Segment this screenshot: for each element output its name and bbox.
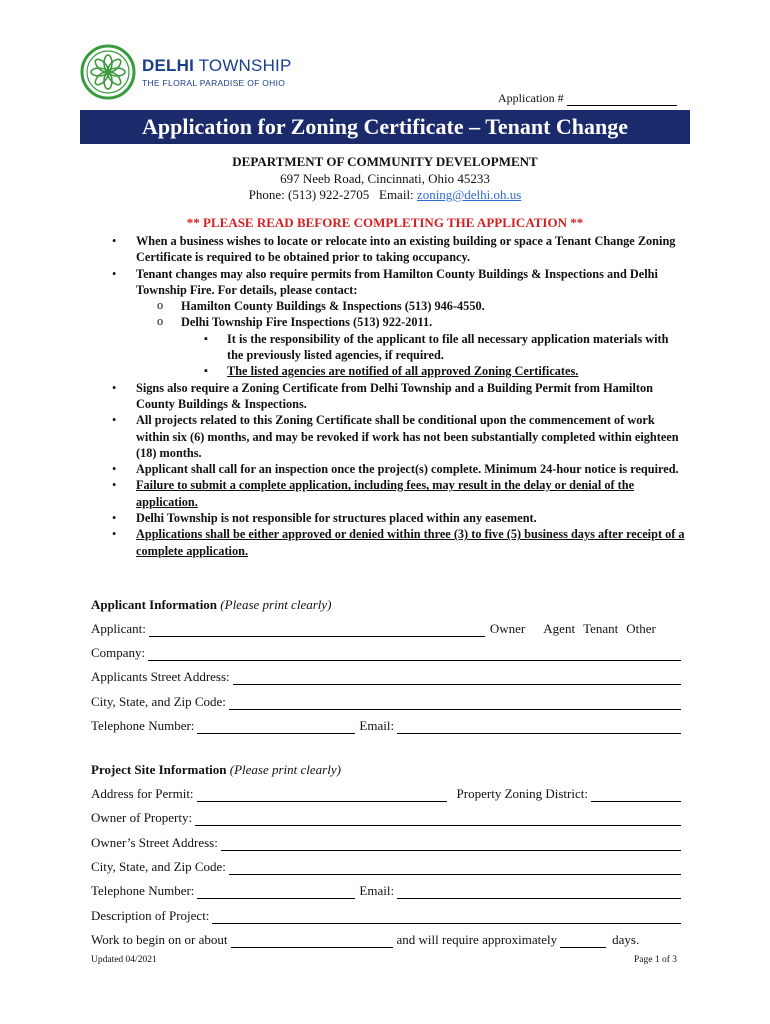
site-email-field[interactable] xyxy=(397,886,681,899)
application-number-field[interactable]: Application # xyxy=(498,91,677,106)
owner-street-row: Owner’s Street Address: xyxy=(91,835,681,851)
owner-street-field[interactable] xyxy=(221,838,681,851)
site-address-row: Address for Permit: Property Zoning District: xyxy=(91,786,681,802)
company-row: Company: xyxy=(91,645,681,661)
list-item: • Signs also require a Zoning Certificate from Delhi Township and a Building Permit from Hamilton County Buildings & Inspections. xyxy=(110,380,685,413)
site-contact-row: Telephone Number: Email: xyxy=(91,883,681,899)
property-owner-field[interactable] xyxy=(195,813,681,826)
list-item: • When a business wishes to locate or relocate into an existing building or space a Tenant Change Zoning Certificate is required to be obtained prior to taking occupancy. xyxy=(110,233,685,266)
company-field[interactable] xyxy=(148,648,681,661)
department-address: 697 Neeb Road, Cincinnati, Ohio 45233 xyxy=(280,170,490,186)
page-title: Application for Zoning Certificate – Tenant Change xyxy=(80,110,690,144)
township-logo xyxy=(80,44,292,100)
updated-date: Updated 04/2021 xyxy=(91,955,157,965)
description-row: Description of Project: xyxy=(91,908,681,924)
logo-tagline: THE FLORAL PARADISE OF OHIO xyxy=(142,78,286,88)
applicant-name-field[interactable] xyxy=(149,624,485,637)
department-contact: Phone: (513) 922-2705 Email: zoning@delhi.oh.us xyxy=(248,187,522,202)
department-name: DEPARTMENT OF COMMUNITY DEVELOPMENT xyxy=(232,154,538,169)
work-start-row: Work to begin on or about and will require approximately days. xyxy=(91,932,640,947)
list-item: ▪ The listed agencies are notified of all approved Zoning Certificates. xyxy=(110,363,685,379)
applicant-email-field[interactable] xyxy=(397,721,681,734)
site-city-row: City, State, and Zip Code: xyxy=(91,859,681,875)
project-description-field[interactable] xyxy=(212,911,681,924)
applicant-city-row: City, State, and Zip Code: xyxy=(91,694,681,710)
list-item: • Applicant shall call for an inspection once the project(s) complete. Minimum 24-hour notice is required. xyxy=(110,461,685,477)
applicant-heading: Applicant Information (Please print clearly) xyxy=(91,597,332,612)
list-item: • Failure to submit a complete application, including fees, may result in the delay or denial of the application. xyxy=(110,477,685,510)
zoning-district-field[interactable] xyxy=(591,789,681,802)
applicant-phone-field[interactable] xyxy=(197,721,355,734)
logo-name: DELHI TOWNSHIP xyxy=(142,56,292,75)
list-item: o Delhi Township Fire Inspections (513) 922-2011. xyxy=(110,314,685,330)
role-tenant[interactable]: Tenant xyxy=(583,621,619,636)
applicant-street-row: Applicants Street Address: xyxy=(91,669,681,685)
list-item: • All projects related to this Zoning Certificate shall be conditional upon the commencement of work within six (6) months, and may be revoked if work has not been substantially completed within eighteen (18) months. xyxy=(110,412,685,461)
page-number: Page 1 of 3 xyxy=(634,955,678,965)
applicant-city-field[interactable] xyxy=(229,697,681,710)
owner-row: Owner of Property: xyxy=(91,810,681,826)
list-item: o Hamilton County Buildings & Inspections (513) 946-4550. xyxy=(110,298,685,314)
role-owner[interactable]: Owner xyxy=(489,621,526,636)
list-item: • Applications shall be either approved or denied within three (3) to five (5) business days after receipt of a complete application. xyxy=(110,526,685,559)
flower-seal-icon xyxy=(80,44,136,100)
work-start-date-field[interactable] xyxy=(231,935,393,948)
site-city-field[interactable] xyxy=(229,862,681,875)
work-duration-field[interactable] xyxy=(560,935,606,948)
list-item: • Tenant changes may also require permits from Hamilton County Buildings & Inspections and Delhi Township Fire. For details, please contact: xyxy=(110,266,685,299)
applicant-street-field[interactable] xyxy=(233,672,681,685)
role-other[interactable]: Other xyxy=(626,621,656,636)
site-heading: Project Site Information (Please print clearly) xyxy=(91,762,341,777)
list-item: • Delhi Township is not responsible for structures placed within any easement. xyxy=(110,510,685,526)
email-link[interactable]: zoning@delhi.oh.us xyxy=(416,187,522,202)
application-number-line[interactable] xyxy=(567,93,677,106)
applicant-row: Applicant: Owner Agent Tenant Other xyxy=(91,621,656,636)
permit-address-field[interactable] xyxy=(197,789,447,802)
read-notice: ** PLEASE READ BEFORE COMPLETING THE APPLICATION ** xyxy=(186,215,584,230)
site-phone-field[interactable] xyxy=(197,886,355,899)
department-block xyxy=(0,154,770,204)
role-agent[interactable]: Agent xyxy=(543,621,576,636)
applicant-contact-row: Telephone Number: Email: xyxy=(91,718,681,734)
list-item: ▪ It is the responsibility of the applicant to file all necessary application materials with the previously listed agencies, if required. xyxy=(110,331,685,364)
rules-list xyxy=(110,233,685,559)
